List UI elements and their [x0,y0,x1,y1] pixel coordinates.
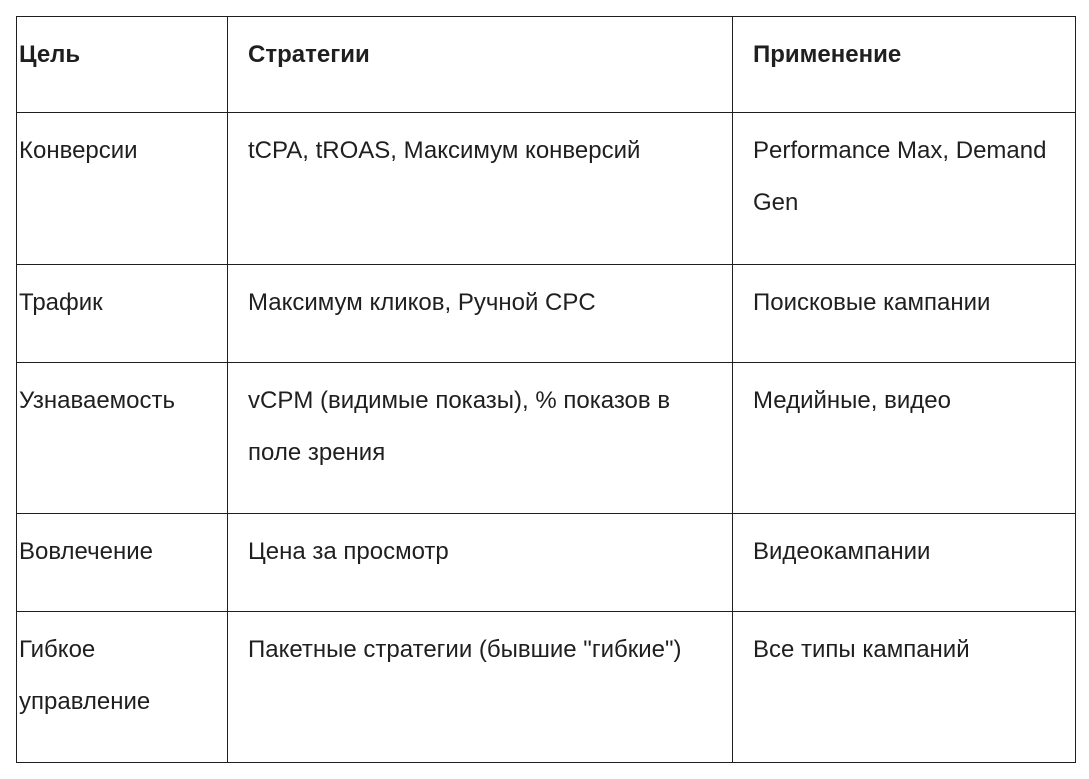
cell-strategies: vCPM (видимые показы), % показов в поле зрения [228,363,733,514]
cell-usage: Видеокампании [733,514,1076,612]
cell-usage: Медийные, видео [733,363,1076,514]
cell-strategies: Пакетные стратегии (бывшие "гибкие") [228,612,733,763]
cell-usage: Все типы кампаний [733,612,1076,763]
table-header-row [17,17,1076,113]
cell-usage: Performance Max, Demand Gen [733,113,1076,265]
header-goal: Цель [17,17,228,113]
cell-goal: Гибкое управление [17,612,228,763]
cell-strategies: Максимум кликов, Ручной CPC [228,265,733,363]
cell-strategies: Цена за просмотр [228,514,733,612]
cell-goal: Узнаваемость [17,363,228,514]
table-row [17,265,1076,363]
table-row [17,612,1076,763]
table-row [17,113,1076,265]
header-usage: Применение [733,17,1076,113]
strategy-table [16,16,1076,763]
cell-usage: Поисковые кампании [733,265,1076,363]
cell-strategies: tCPA, tROAS, Максимум конверсий [228,113,733,265]
header-strategies: Стратегии [228,17,733,113]
cell-goal: Трафик [17,265,228,363]
cell-goal: Вовлечение [17,514,228,612]
table-row [17,363,1076,514]
cell-goal: Конверсии [17,113,228,265]
table-row [17,514,1076,612]
